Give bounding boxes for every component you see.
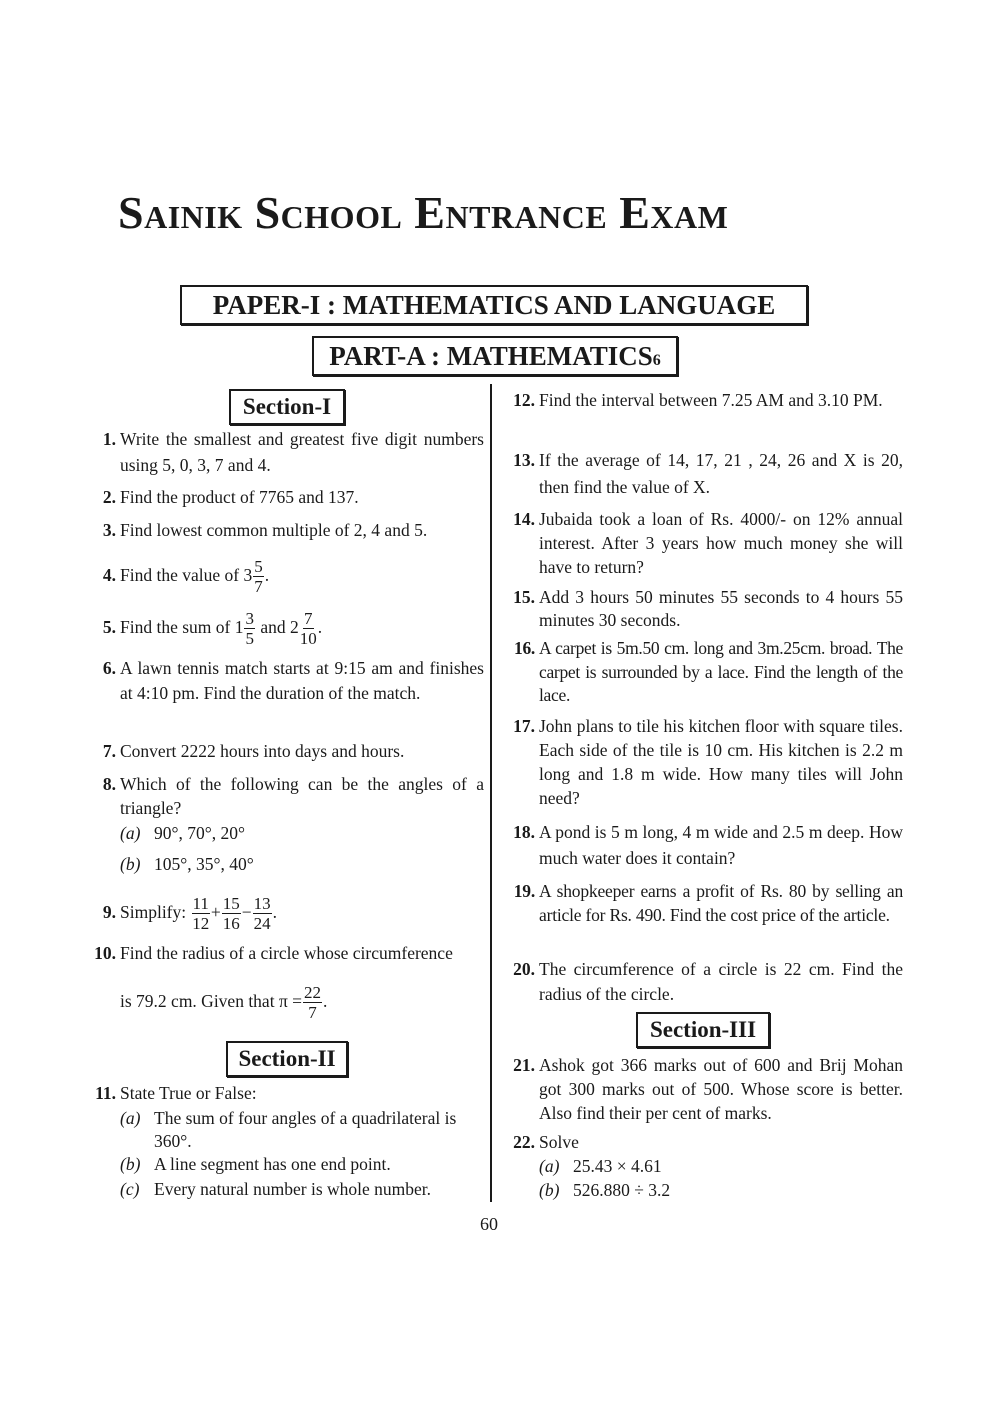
section-2-heading: Section-II [226, 1041, 348, 1077]
text: Which of the following can be the angles of a triangle? [120, 774, 484, 818]
fraction [303, 983, 322, 1022]
text: Simplify: [120, 902, 187, 922]
question-number: 4. [102, 565, 116, 585]
section-1-heading: Section-I [229, 389, 345, 425]
question-number: 11. [95, 1083, 116, 1103]
text: − [241, 902, 252, 922]
text: The sum of four angles of a quadrilateral is 360°. [154, 1108, 457, 1151]
text: 11 [192, 894, 209, 914]
fraction [300, 609, 317, 648]
question-16 [514, 637, 903, 708]
question-15 [513, 586, 903, 632]
text: Find lowest common multiple of 2, 4 and 5. [120, 520, 428, 540]
text: 526.880 ÷ 3.2 [573, 1180, 671, 1200]
text: Add 3 hours 50 minutes 55 seconds to 4 hours 55 minutes 30 seconds. [539, 587, 903, 630]
option-8b [120, 853, 254, 876]
text: 22 [304, 983, 322, 1003]
text: 1 [234, 617, 244, 637]
text: The circumference of a circle is 22 cm. Find the radius of the circle. [539, 959, 903, 1004]
text: A carpet is 5m.50 cm. long and 3m.25cm. broad. The carpet is surrounded by a lace. Find the length of the lace. [539, 638, 903, 705]
option-label: (a) [120, 1108, 141, 1128]
question-9 [102, 890, 484, 934]
question-number: 1. [102, 429, 116, 449]
question-number: 10. [94, 943, 116, 963]
text: 12 [192, 914, 210, 934]
fraction [222, 894, 241, 933]
question-number: 2. [102, 487, 116, 507]
section-3-heading: Section-III [636, 1012, 770, 1048]
text: Jubaida took a loan of Rs. 4000/- on 12% annual interest. After 3 years how much money she will have to return? [539, 509, 903, 577]
question-20 [513, 957, 903, 1007]
part-heading [312, 336, 678, 376]
question-18 [513, 819, 903, 871]
text: + [210, 902, 221, 922]
question-number: 19. [513, 881, 535, 901]
text: . [264, 565, 270, 585]
question-number: 20. [513, 959, 535, 979]
question-number: 7. [102, 741, 116, 761]
page-title: Sainik School Entrance Exam [118, 187, 729, 238]
text: 15 [222, 894, 240, 914]
question-number: 21. [513, 1055, 535, 1075]
text: . [323, 991, 328, 1011]
text: A shopkeeper earns a profit of Rs. 80 by selling an article for Rs. 490. Find the cost price of the article. [539, 881, 903, 925]
question-number: 9. [102, 902, 116, 922]
question-11 [95, 1081, 484, 1105]
text: Solve [539, 1132, 579, 1152]
part-heading-text: PART-A : MATHEMATICS [329, 341, 653, 371]
question-10-cont [120, 979, 484, 1023]
question-number: 14. [513, 509, 535, 529]
text: 13 [253, 894, 271, 914]
text: 5 [245, 629, 254, 649]
question-number: 13. [513, 450, 535, 470]
text: Ashok got 366 marks out of 600 and Brij Mohan got 300 marks out of 500. Whose score is better. Also find their per cent of marks. [539, 1055, 903, 1123]
part-mark: 6 [652, 352, 661, 369]
text: 5 [254, 557, 263, 577]
question-1 [102, 426, 484, 478]
option-label: (b) [120, 854, 141, 874]
question-2 [102, 485, 484, 509]
text: 7 [304, 609, 313, 629]
text: Find the sum of [120, 617, 231, 637]
question-14 [513, 507, 903, 579]
text: 3 [243, 565, 253, 585]
text: State True or False: [120, 1083, 257, 1103]
text: π = [278, 991, 303, 1011]
text: is 79.2 cm. Given that [120, 991, 275, 1011]
question-number: 18. [513, 822, 535, 842]
text: Find the interval between 7.25 AM and 3.10 PM. [539, 390, 883, 410]
question-3 [102, 518, 484, 542]
question-number: 6. [102, 658, 116, 678]
text: 25.43 × 4.61 [573, 1156, 662, 1176]
question-number: 15. [513, 587, 535, 607]
fraction [192, 894, 210, 933]
paper-heading [180, 285, 808, 325]
option-22a [539, 1155, 662, 1178]
question-number: 5. [102, 617, 116, 637]
option-22b [539, 1179, 671, 1202]
text: 2 [290, 617, 299, 637]
question-12 [513, 387, 903, 414]
question-number: 12. [513, 390, 535, 410]
question-5 [102, 605, 484, 649]
text: 10 [299, 629, 317, 649]
question-6 [102, 656, 484, 706]
question-number: 16. [514, 638, 535, 658]
question-number: 17. [513, 716, 535, 736]
question-8 [102, 772, 484, 820]
question-10 [94, 941, 490, 965]
option-11a [120, 1107, 484, 1153]
option-label: (a) [539, 1156, 560, 1176]
page-number: 60 [480, 1214, 498, 1234]
option-11c [120, 1178, 484, 1201]
text: 90°, 70°, 20° [154, 823, 245, 843]
option-label: (c) [120, 1179, 140, 1199]
option-label: (b) [539, 1180, 560, 1200]
column-divider [490, 384, 492, 1202]
question-22 [513, 1130, 903, 1154]
question-number: 8. [102, 774, 116, 794]
paper-heading-text: PAPER-I : MATHEMATICS AND LANGUAGE [212, 290, 776, 320]
option-label: (b) [120, 1154, 141, 1174]
question-number: 3. [102, 520, 116, 540]
text: 7 [308, 1003, 317, 1023]
text: 7 [254, 577, 263, 597]
option-label: (a) [120, 823, 141, 843]
text: Convert 2222 hours into days and hours. [120, 741, 405, 761]
question-7 [102, 739, 484, 763]
fraction [253, 557, 264, 596]
question-21 [513, 1053, 903, 1125]
fraction [244, 609, 255, 648]
question-19 [513, 879, 903, 927]
text: 24 [253, 914, 271, 934]
text: Every natural number is whole number. [154, 1179, 432, 1199]
text: 3 [245, 609, 254, 629]
option-11b [120, 1153, 484, 1176]
question-4 [102, 553, 484, 597]
fraction [253, 894, 272, 933]
text: A line segment has one end point. [154, 1154, 391, 1174]
text: If the average of 14, 17, 21 , 24, 26 and X is 20, then find the value of X. [539, 450, 903, 497]
text: . [272, 902, 277, 922]
option-8a [120, 822, 245, 845]
text: A pond is 5 m long, 4 m wide and 2.5 m deep. How much water does it contain? [539, 822, 903, 868]
text: Find the product of 7765 and 137. [120, 487, 359, 507]
text: . [317, 617, 323, 637]
text: A lawn tennis match starts at 9:15 am and finishes at 4:10 pm. Find the duration of the match. [120, 658, 484, 703]
question-17 [513, 714, 903, 810]
text: John plans to tile his kitchen floor with square tiles. Each side of the tile is 10 cm. His kitchen is 2.2 m long and 1.8 m wide. How many tiles will John need? [539, 716, 903, 808]
text: and [260, 617, 286, 637]
question-13 [513, 447, 903, 501]
text: Find the radius of a circle whose circumference [120, 943, 453, 963]
text: Write the smallest and greatest five digit numbers using 5, 0, 3, 7 and 4. [120, 429, 484, 475]
text: 16 [222, 914, 240, 934]
text: 105°, 35°, 40° [154, 854, 254, 874]
text: Find the value of [120, 565, 240, 585]
question-number: 22. [513, 1132, 535, 1152]
